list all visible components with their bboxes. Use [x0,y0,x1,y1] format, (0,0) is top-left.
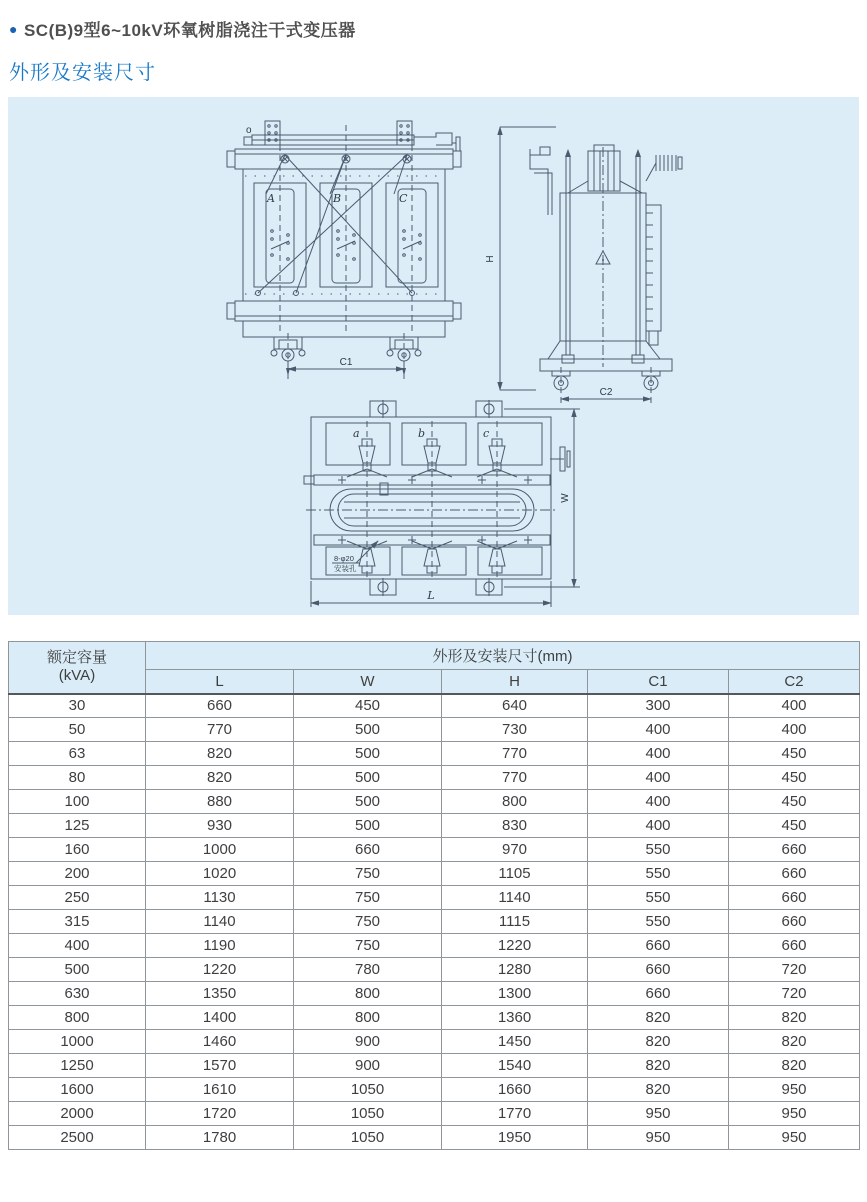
hole-note-size: 8-φ20 [334,554,354,563]
cell-h: 770 [442,742,588,766]
origin-label: o [246,125,252,136]
cell-w: 500 [294,742,442,766]
cell-l: 1610 [146,1078,294,1102]
cell-c2: 950 [729,1126,860,1150]
cell-kva: 50 [9,718,146,742]
transformer-outline-drawing [8,97,859,615]
cell-h: 1220 [442,934,588,958]
side-view-drawing [485,127,682,403]
cell-h: 1140 [442,886,588,910]
table-row [9,1054,860,1078]
front-wheel-left [271,333,305,379]
cell-c2: 950 [729,1102,860,1126]
cell-w: 500 [294,766,442,790]
cell-l: 1460 [146,1030,294,1054]
cell-c1: 950 [588,1126,729,1150]
bushing-b-label: b [418,427,426,440]
cell-w: 900 [294,1054,442,1078]
cell-w: 1050 [294,1126,442,1150]
cell-kva: 30 [9,694,146,718]
cell-l: 1000 [146,838,294,862]
front-wheel-right [387,333,421,379]
cell-w: 750 [294,862,442,886]
capacity-header-line2: (kVA) [58,667,96,685]
cell-c2: 720 [729,982,860,1006]
cell-kva: 800 [9,1006,146,1030]
cell-c2: 400 [729,718,860,742]
cell-kva: 630 [9,982,146,1006]
table-row [9,790,860,814]
cell-c1: 550 [588,862,729,886]
cell-w: 800 [294,982,442,1006]
cell-kva: 2000 [9,1102,146,1126]
table-row [9,886,860,910]
capacity-column-header [9,642,146,694]
cell-kva: 100 [9,790,146,814]
cell-c1: 400 [588,766,729,790]
cell-h: 770 [442,766,588,790]
bushing-c-label: c [483,427,490,440]
cell-h: 1540 [442,1054,588,1078]
table-row [9,814,860,838]
table-row [9,766,860,790]
cell-c1: 660 [588,934,729,958]
cell-l: 1570 [146,1054,294,1078]
cell-w: 500 [294,814,442,838]
cell-l: 930 [146,814,294,838]
cell-w: 500 [294,718,442,742]
table-row [9,1102,860,1126]
cell-l: 1020 [146,862,294,886]
cell-h: 1300 [442,982,588,1006]
cell-c2: 720 [729,958,860,982]
table-row [9,910,860,934]
top-view-drawing [304,400,580,607]
cell-w: 780 [294,958,442,982]
cell-l: 1400 [146,1006,294,1030]
column-header-c1: C1 [588,670,729,694]
table-row [9,982,860,1006]
table-row [9,742,860,766]
table-row [9,1126,860,1150]
cell-h: 800 [442,790,588,814]
cell-h: 1450 [442,1030,588,1054]
cell-c2: 660 [729,934,860,958]
cell-kva: 160 [9,838,146,862]
cell-h: 1950 [442,1126,588,1150]
cell-c1: 400 [588,742,729,766]
cell-c1: 400 [588,790,729,814]
cell-l: 1130 [146,886,294,910]
cell-c2: 660 [729,838,860,862]
cell-h: 1770 [442,1102,588,1126]
table-row [9,1078,860,1102]
cell-l: 880 [146,790,294,814]
drawing-panel [8,97,859,615]
cell-kva: 1600 [9,1078,146,1102]
cell-c2: 450 [729,790,860,814]
cell-kva: 80 [9,766,146,790]
cell-kva: 1250 [9,1054,146,1078]
cell-l: 820 [146,742,294,766]
cell-c1: 660 [588,982,729,1006]
dim-c2-label: C2 [599,387,613,398]
cell-h: 1660 [442,1078,588,1102]
cell-c1: 820 [588,1078,729,1102]
cell-kva: 200 [9,862,146,886]
cell-c2: 820 [729,1006,860,1030]
cell-w: 800 [294,1006,442,1030]
dim-c1-label: C1 [339,357,353,368]
cell-h: 1280 [442,958,588,982]
cell-kva: 400 [9,934,146,958]
cell-kva: 500 [9,958,146,982]
cell-h: 830 [442,814,588,838]
cell-h: 730 [442,718,588,742]
table-row [9,1030,860,1054]
column-header-w: W [294,670,442,694]
cell-c1: 300 [588,694,729,718]
cell-c2: 450 [729,742,860,766]
cell-c2: 660 [729,862,860,886]
cell-c1: 400 [588,718,729,742]
cell-c1: 660 [588,958,729,982]
column-header-h: H [442,670,588,694]
cell-h: 640 [442,694,588,718]
cell-w: 450 [294,694,442,718]
dimensions-group-header: 外形及安装尺寸(mm) [146,642,860,670]
cell-kva: 63 [9,742,146,766]
cell-h: 1115 [442,910,588,934]
cell-c2: 450 [729,814,860,838]
catalog-page [0,16,867,1202]
cell-h: 1105 [442,862,588,886]
cell-c1: 550 [588,910,729,934]
page-title-text: SC(B)9型6~10kV环氧树脂浇注干式变压器 [23,21,356,40]
cell-kva: 125 [9,814,146,838]
cell-l: 1780 [146,1126,294,1150]
cell-c1: 550 [588,886,729,910]
cell-w: 1050 [294,1078,442,1102]
section-title: 外形及安装尺寸 [9,62,156,84]
cell-c2: 660 [729,910,860,934]
cell-c1: 950 [588,1102,729,1126]
cell-w: 1050 [294,1102,442,1126]
front-view-drawing [227,121,461,379]
bushing-a-label: a [353,427,360,440]
bullet-icon: ● [9,20,18,37]
table-row [9,934,860,958]
table-row [9,1006,860,1030]
phase-a-label: A [267,192,275,205]
cell-c1: 820 [588,1030,729,1054]
cell-h: 970 [442,838,588,862]
cell-c2: 820 [729,1030,860,1054]
cell-c2: 820 [729,1054,860,1078]
cell-l: 1720 [146,1102,294,1126]
cell-c1: 820 [588,1054,729,1078]
table-row [9,862,860,886]
column-header-l: L [146,670,294,694]
table-row [9,838,860,862]
cell-h: 1360 [442,1006,588,1030]
cell-l: 770 [146,718,294,742]
page-title [9,16,867,41]
cell-w: 750 [294,886,442,910]
cell-c2: 660 [729,886,860,910]
cell-w: 660 [294,838,442,862]
cell-c2: 400 [729,694,860,718]
cell-w: 750 [294,934,442,958]
cell-c1: 820 [588,1006,729,1030]
cell-kva: 1000 [9,1030,146,1054]
cell-w: 500 [294,790,442,814]
cell-kva: 2500 [9,1126,146,1150]
phase-c-label: C [399,192,408,205]
cell-l: 1350 [146,982,294,1006]
cell-w: 900 [294,1030,442,1054]
dimensions-table-body [9,694,860,1150]
cell-c1: 550 [588,838,729,862]
table-row [9,958,860,982]
cell-c1: 400 [588,814,729,838]
dim-w-label: W [560,493,571,503]
cell-l: 660 [146,694,294,718]
hole-note-text: 安装孔 [334,564,357,573]
table-group-header-row [9,642,860,670]
table-row [9,718,860,742]
cell-l: 820 [146,766,294,790]
cell-w: 750 [294,910,442,934]
table-row [9,694,860,718]
dim-l-label: L [427,589,435,602]
column-header-c2: C2 [729,670,860,694]
cell-c2: 450 [729,766,860,790]
cell-kva: 250 [9,886,146,910]
cell-kva: 315 [9,910,146,934]
capacity-header-line1: 额定容量 [46,648,107,666]
dim-h-label: H [485,255,496,263]
cell-l: 1190 [146,934,294,958]
dimensions-table [8,641,860,1150]
phase-b-label: B [333,192,342,205]
cell-l: 1140 [146,910,294,934]
cell-c2: 950 [729,1078,860,1102]
cell-l: 1220 [146,958,294,982]
